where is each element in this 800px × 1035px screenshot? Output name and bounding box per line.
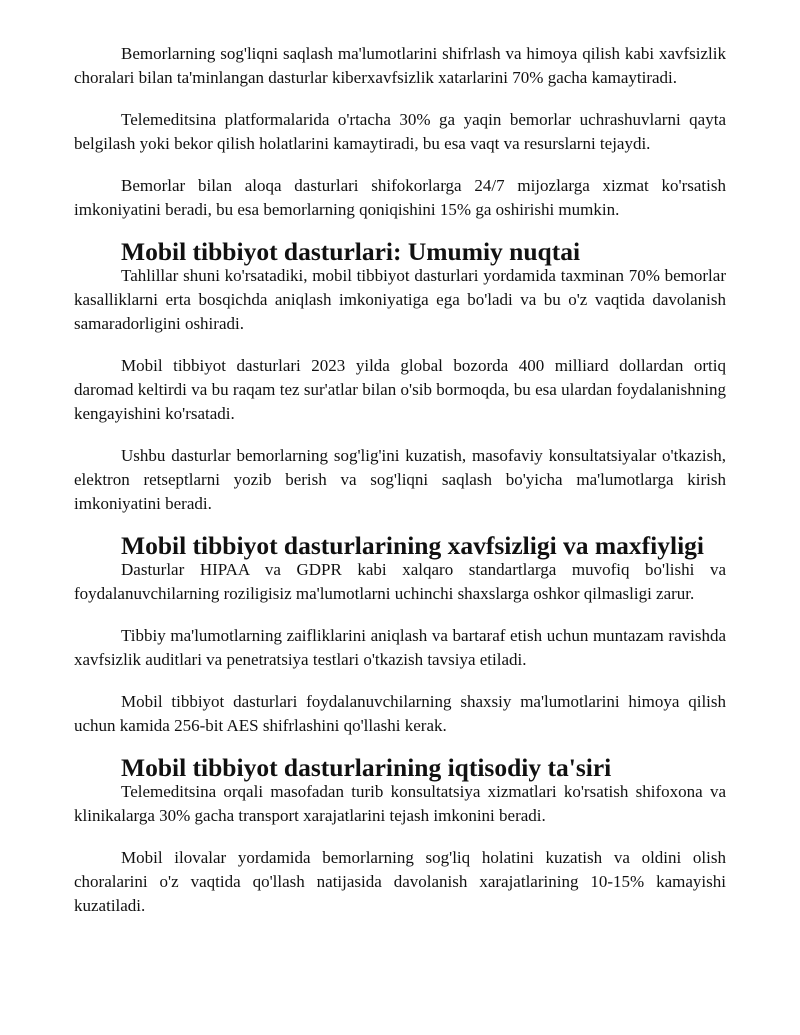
section-heading: Mobil tibbiyot dasturlari: Umumiy nuqtai — [121, 237, 581, 266]
section-heading: Mobil tibbiyot dasturlarining iqtisodiy ta'siri — [121, 753, 612, 782]
paragraph: Tibbiy ma'lumotlarning zaifliklarini aniqlash va bartaraf etish uchun muntazam ravishda xavfsizlik auditlari va penetratsiya testlari o'tkazish tavsiya etiladi. — [74, 626, 726, 669]
paragraph: Ushbu dasturlar bemorlarning sog'lig'ini kuzatish, masofaviy konsultatsiyalar o'tkazish, elektron retseptlarni yozib berish va sog'liqni saqlash bo'yicha ma'lumotlarga kirish imkoniyatini beradi. — [74, 446, 726, 513]
paragraph: Bemorlarning sog'liqni saqlash ma'lumotlarini shifrlash va himoya qilish kabi xavfsizlik choralari bilan ta'minlangan dasturlar kiberxavfsizlik xatarlarini 70% gacha kamaytiradi. — [74, 44, 726, 87]
paragraph: Telemeditsina platformalarida o'rtacha 30% ga yaqin bemorlar uchrashuvlarni qayta belgilash yoki bekor qilish holatlarini kamaytiradi, bu esa vaqt va resurslarni tejaydi. — [74, 110, 726, 153]
paragraph: Mobil ilovalar yordamida bemorlarning sog'liq holatini kuzatish va oldini olish choralarini o'z vaqtida qo'llash natijasida davolanish xarajatlarining 10-15% kamayishi kuzatiladi. — [74, 848, 726, 915]
section-heading: Mobil tibbiyot dasturlarining xavfsizligi va maxfiyligi — [121, 531, 704, 560]
paragraph: Mobil tibbiyot dasturlari foydalanuvchilarning shaxsiy ma'lumotlarini himoya qilish uchun kamida 256-bit AES shifrlashini qo'llashi kerak. — [74, 692, 726, 735]
intro-block — [74, 42, 726, 222]
section-overview — [74, 237, 726, 516]
section-security — [74, 531, 726, 738]
paragraph: Mobil tibbiyot dasturlari 2023 yilda global bozorda 400 milliard dollardan ortiq daromad keltirdi va bu raqam tez sur'atlar bilan o'sib bormoqda, bu esa ulardan foydalanishning kengayishini ko'rsatadi. — [74, 356, 726, 423]
section-economic-impact — [74, 753, 726, 918]
paragraph: Bemorlar bilan aloqa dasturlari shifokorlarga 24/7 mijozlarga xizmat ko'rsatish imkoniyatini beradi, bu esa bemorlarning qoniqishini 15% ga oshirishi mumkin. — [74, 176, 726, 219]
paragraph: Dasturlar HIPAA va GDPR kabi xalqaro standartlarga muvofiq bo'lishi va foydalanuvchilarning roziligisiz ma'lumotlarni uchinchi shaxslarga oshkor qilmasligi zarur. — [74, 560, 726, 603]
paragraph: Telemeditsina orqali masofadan turib konsultatsiya xizmatlari ko'rsatish shifoxona va klinikalarga 30% gacha transport xarajatlarini tejash imkonini beradi. — [74, 782, 726, 825]
paragraph: Tahlillar shuni ko'rsatadiki, mobil tibbiyot dasturlari yordamida taxminan 70% bemorlar kasalliklarni erta bosqichda aniqlash imkoniyatiga ega bo'ladi va bu o'z vaqtida davolanish samaradorligini oshiradi. — [74, 266, 726, 333]
document-page — [74, 42, 726, 936]
